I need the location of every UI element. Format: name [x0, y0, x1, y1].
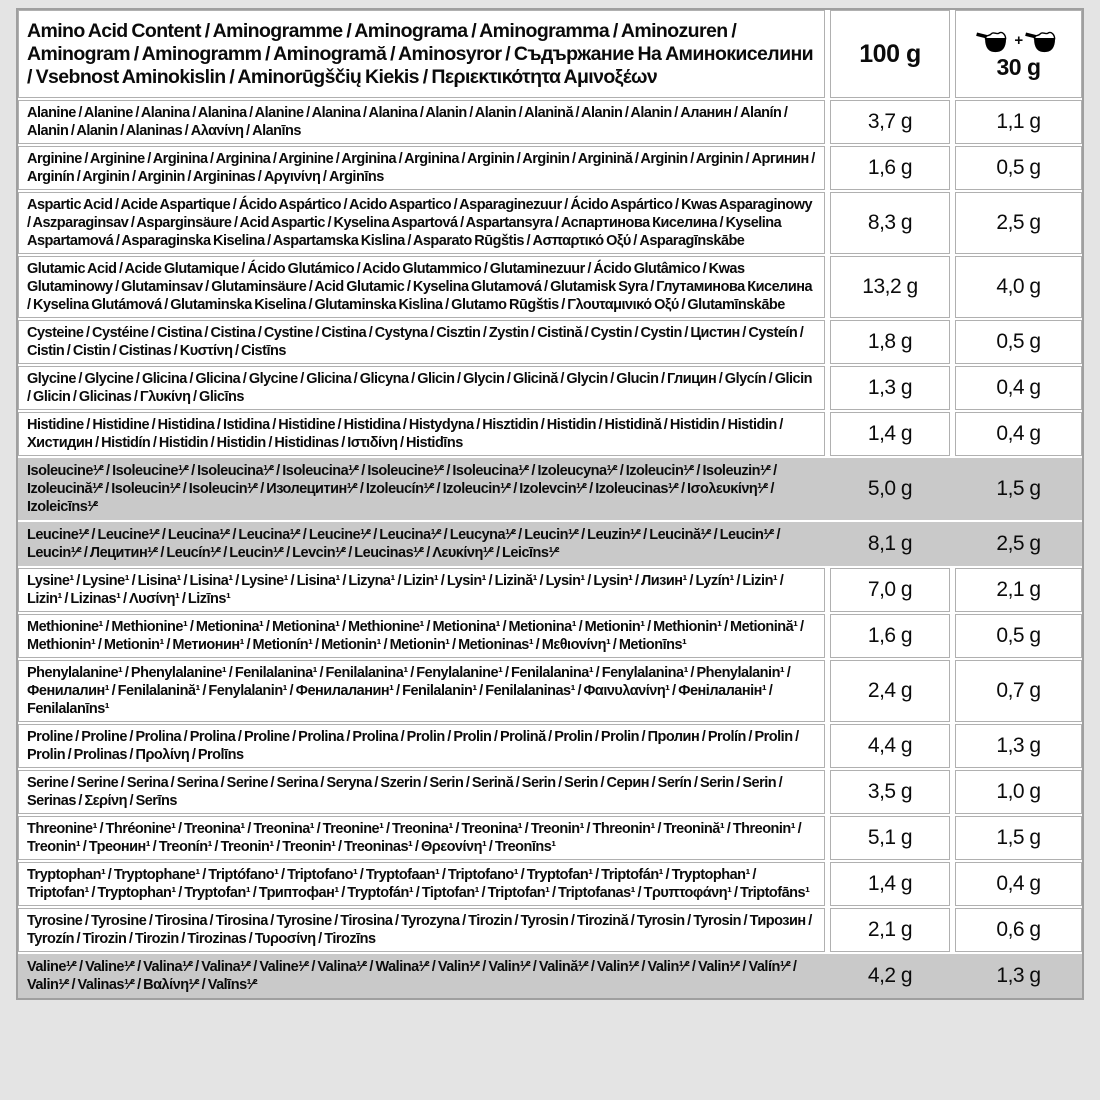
amino-acid-names: Cysteine / Cystéine / Cistina / Cistina / Cystine / Cistina / Cystyna / Cisztin / Zystin / Cistină / Cystin / Cystin / Цистин / Cysteín / Cistin / Cistin / Cistinas / Κυστίνη / Cistīns: [18, 320, 825, 364]
per-100g-value: 5,1 g: [830, 816, 950, 860]
scoop-icons: [976, 28, 1060, 53]
amino-acid-names: Leucine¹⁄² / Leucine¹⁄² / Leucina¹⁄² / Leucina¹⁄² / Leucine¹⁄² / Leucina¹⁄² / Leucyna¹⁄² / Leucin¹⁄² / Leuzin¹⁄² / Leucină¹⁄² / Leucin¹⁄² / Leucin¹⁄² / Лецитин¹⁄² / Leucín¹⁄² / Leucin¹⁄² / Levcin¹⁄² / Leucinas¹⁄² / Λευκίνη¹⁄² / Leicīns¹⁄²: [18, 522, 825, 566]
per-30g-value: 0,6 g: [955, 908, 1082, 952]
per-100g-value: 5,0 g: [830, 458, 950, 520]
table-row: [18, 458, 1082, 520]
table-row: [18, 366, 1082, 410]
per-100g-value: 1,4 g: [830, 412, 950, 456]
per-30g-value: 1,5 g: [955, 458, 1082, 520]
per-100g-value: 4,2 g: [830, 954, 950, 998]
table-row: [18, 954, 1082, 998]
per-30g-value: 2,1 g: [955, 568, 1082, 612]
per-100g-value: 4,4 g: [830, 724, 950, 768]
column-header-serving: [955, 10, 1082, 98]
amino-acid-names: Aspartic Acid / Acide Aspartique / Ácido Aspártico / Acido Aspartico / Asparaginezuur / Ácido Aspártico / Kwas Asparaginowy / Aszparaginsav / Asparginsäure / Acid Aspartic / Kyselina Aspartová / Aspartansyra / Аспартинова Киселина / Kyselina Aspartamová / Asparaginska Kiselina / Aspartamska Kislina / Asparato Rūgštis / Ασπαρτικό Οξύ / Asparagīnskābe: [18, 192, 825, 254]
table-row: [18, 146, 1082, 190]
per-100g-value: 7,0 g: [830, 568, 950, 612]
amino-acid-names: Glutamic Acid / Acide Glutamique / Ácido Glutámico / Acido Glutammico / Glutaminezuur / Ácido Glutâmico / Kwas Glutaminowy / Glutaminsav / Glutaminsäure / Acid Glutamic / Kyselina Glutamová / Glutamisk Syra / Глутаминова Киселина / Kyselina Glutámová / Glutaminska Kiselina / Glutaminska Kislina / Glutamo Rūgštis / Γλουταμινικό Οξύ / Glutamīnskābe: [18, 256, 825, 318]
per-30g-value: 2,5 g: [955, 192, 1082, 254]
measuring-scoop-icon: [976, 28, 1012, 53]
table-header-row: [18, 10, 1082, 98]
per-30g-value: 1,0 g: [955, 770, 1082, 814]
amino-acid-names: Lysine¹ / Lysine¹ / Lisina¹ / Lisina¹ / Lysine¹ / Lisina¹ / Lizyna¹ / Lizin¹ / Lysin¹ / Lizină¹ / Lysin¹ / Lysin¹ / Лизин¹ / Lyzín¹ / Lizin¹ / Lizin¹ / Lizinas¹ / Λυσίνη¹ / Lizīns¹: [18, 568, 825, 612]
per-30g-value: 0,7 g: [955, 660, 1082, 722]
amino-acid-table: [16, 8, 1084, 1000]
per-100g-value: 8,3 g: [830, 192, 950, 254]
table-row: [18, 522, 1082, 566]
per-100g-value: 1,6 g: [830, 146, 950, 190]
table-row: [18, 660, 1082, 722]
per-100g-value: 1,8 g: [830, 320, 950, 364]
per-30g-value: 1,5 g: [955, 816, 1082, 860]
table-title: Amino Acid Content / Aminogramme / Aminograma / Aminogramma / Aminozuren / Aminogram / Aminogramm / Aminogramă / Aminosyror / Съдържание На Аминокиселини / Vsebnost Aminokislin / Aminorūgščių Kiekis / Περιεκτικότητα Αμινοξέων: [18, 10, 825, 98]
amino-acid-names: Glycine / Glycine / Glicina / Glicina / Glycine / Glicina / Glicyna / Glicin / Glycin / Glicină / Glycin / Glucin / Глицин / Glycín / Glicin / Glicin / Glicinas / Γλυκίνη / Glicīns: [18, 366, 825, 410]
amino-acid-names: Threonine¹ / Thréonine¹ / Treonina¹ / Treonina¹ / Treonine¹ / Treonina¹ / Treonina¹ / Treonin¹ / Threonin¹ / Treonină¹ / Threonin¹ / Treonin¹ / Треонин¹ / Treonín¹ / Treonin¹ / Treonin¹ / Treoninas¹ / Θρεονίνη¹ / Treonīns¹: [18, 816, 825, 860]
table-row: [18, 256, 1082, 318]
per-30g-value: 2,5 g: [955, 522, 1082, 566]
table-row: [18, 724, 1082, 768]
per-30g-value: 1,3 g: [955, 724, 1082, 768]
measuring-scoop-icon: [1025, 28, 1061, 53]
table-row: [18, 862, 1082, 906]
table-row: [18, 100, 1082, 144]
per-100g-value: 1,3 g: [830, 366, 950, 410]
amino-acid-names: Valine¹⁄² / Valine¹⁄² / Valina¹⁄² / Valina¹⁄² / Valine¹⁄² / Valina¹⁄² / Walina¹⁄² / Valin¹⁄² / Valin¹⁄² / Valină¹⁄² / Valin¹⁄² / Valin¹⁄² / Valin¹⁄² / Valín¹⁄² / Valin¹⁄² / Valinas¹⁄² / Βαλίνη¹⁄² / Valīns¹⁄²: [18, 954, 825, 998]
amino-acid-names: Phenylalanine¹ / Phenylalanine¹ / Fenilalanina¹ / Fenilalanina¹ / Fenylalanine¹ / Fenilalanina¹ / Fenylalanina¹ / Phenylalanin¹ / Фенилалин¹ / Fenilalanină¹ / Fenylalanin¹ / Фенилаланин¹ / Fenilalanin¹ / Fenilalaninas¹ / Φαινυλανίνη¹ / Фенілаланін¹ / Fenilalanīns¹: [18, 660, 825, 722]
column-header-30g: 30 g: [996, 53, 1041, 80]
per-100g-value: 3,5 g: [830, 770, 950, 814]
per-100g-value: 1,4 g: [830, 862, 950, 906]
table-row: [18, 412, 1082, 456]
per-30g-value: 0,5 g: [955, 320, 1082, 364]
per-100g-value: 1,6 g: [830, 614, 950, 658]
amino-acid-names: Histidine / Histidine / Histidina / Istidina / Histidine / Histidina / Histydyna / Hisztidin / Histidin / Histidină / Histidin / Histidin / Хистидин / Histidín / Histidin / Histidin / Histidinas / Ιστιδίνη / Histidīns: [18, 412, 825, 456]
per-100g-value: 13,2 g: [830, 256, 950, 318]
per-100g-value: 8,1 g: [830, 522, 950, 566]
table-row: [18, 816, 1082, 860]
amino-acid-names: Tyrosine / Tyrosine / Tirosina / Tirosina / Tyrosine / Tirosina / Tyrozyna / Tirozin / Tyrosin / Tirozină / Tyrosin / Tyrosin / Тирозин / Tyrozín / Tirozin / Tirozin / Tirozinas / Τυροσίνη / Tirozīns: [18, 908, 825, 952]
amino-acid-names: Serine / Serine / Serina / Serina / Serine / Serina / Seryna / Szerin / Serin / Serină / Serin / Serin / Серин / Serín / Serin / Serin / Serinas / Σερίνη / Serīns: [18, 770, 825, 814]
per-30g-value: 1,3 g: [955, 954, 1082, 998]
table-row: [18, 908, 1082, 952]
amino-acid-names: Arginine / Arginine / Arginina / Arginina / Arginine / Arginina / Arginina / Arginin / Arginin / Arginină / Arginin / Arginin / Аргинин / Arginín / Arginin / Arginin / Argininas / Αργινίνη / Arginīns: [18, 146, 825, 190]
per-30g-value: 0,4 g: [955, 862, 1082, 906]
amino-acid-names: Isoleucine¹⁄² / Isoleucine¹⁄² / Isoleucina¹⁄² / Isoleucina¹⁄² / Isoleucine¹⁄² / Isoleucina¹⁄² / Izoleucyna¹⁄² / Izoleucin¹⁄² / Isoleuzin¹⁄² / Izoleucină¹⁄² / Isoleucin¹⁄² / Isoleucin¹⁄² / Изолецитин¹⁄² / Izoleucín¹⁄² / Izoleucin¹⁄² / Izolevcin¹⁄² / Izoleucinas¹⁄² / Ισολευκίνη¹⁄² / Izoleicīns¹⁄²: [18, 458, 825, 520]
per-30g-value: 0,5 g: [955, 614, 1082, 658]
table-row: [18, 568, 1082, 612]
per-100g-value: 3,7 g: [830, 100, 950, 144]
amino-acid-names: Proline / Proline / Prolina / Prolina / Proline / Prolina / Prolina / Prolin / Prolin / Prolină / Prolin / Prolin / Пролин / Prolín / Prolin / Prolin / Prolinas / Προλίνη / Prolīns: [18, 724, 825, 768]
per-30g-value: 0,4 g: [955, 366, 1082, 410]
per-100g-value: 2,1 g: [830, 908, 950, 952]
table-row: [18, 614, 1082, 658]
per-30g-value: 0,4 g: [955, 412, 1082, 456]
per-30g-value: 1,1 g: [955, 100, 1082, 144]
per-30g-value: 0,5 g: [955, 146, 1082, 190]
plus-sign: +: [1014, 31, 1023, 49]
per-30g-value: 4,0 g: [955, 256, 1082, 318]
column-header-100g: 100 g: [830, 10, 950, 98]
amino-acid-names: Tryptophan¹ / Tryptophane¹ / Triptófano¹ / Triptofano¹ / Tryptofaan¹ / Triptofano¹ / Tryptofan¹ / Triptofán¹ / Tryptophan¹ / Triptofan¹ / Tryptophan¹ / Tryptofan¹ / Триптофан¹ / Tryptofán¹ / Tiptofan¹ / Triptofan¹ / Triptofanas¹ / Τρυπτοφάνη¹ / Triptofāns¹: [18, 862, 825, 906]
table-row: [18, 192, 1082, 254]
amino-acid-names: Alanine / Alanine / Alanina / Alanina / Alanine / Alanina / Alanina / Alanin / Alanin / Alanină / Alanin / Alanin / Аланин / Alanín / Alanin / Alanin / Alaninas / Αλανίνη / Alanīns: [18, 100, 825, 144]
table-row: [18, 770, 1082, 814]
amino-acid-names: Methionine¹ / Methionine¹ / Metionina¹ / Metionina¹ / Methionine¹ / Metionina¹ / Metionina¹ / Metionin¹ / Methionin¹ / Metionină¹ / Methionin¹ / Metionin¹ / Метионин¹ / Metionín¹ / Metionin¹ / Metionin¹ / Metioninas¹ / Μεθιονίνη¹ / Metionīns¹: [18, 614, 825, 658]
per-100g-value: 2,4 g: [830, 660, 950, 722]
table-row: [18, 320, 1082, 364]
